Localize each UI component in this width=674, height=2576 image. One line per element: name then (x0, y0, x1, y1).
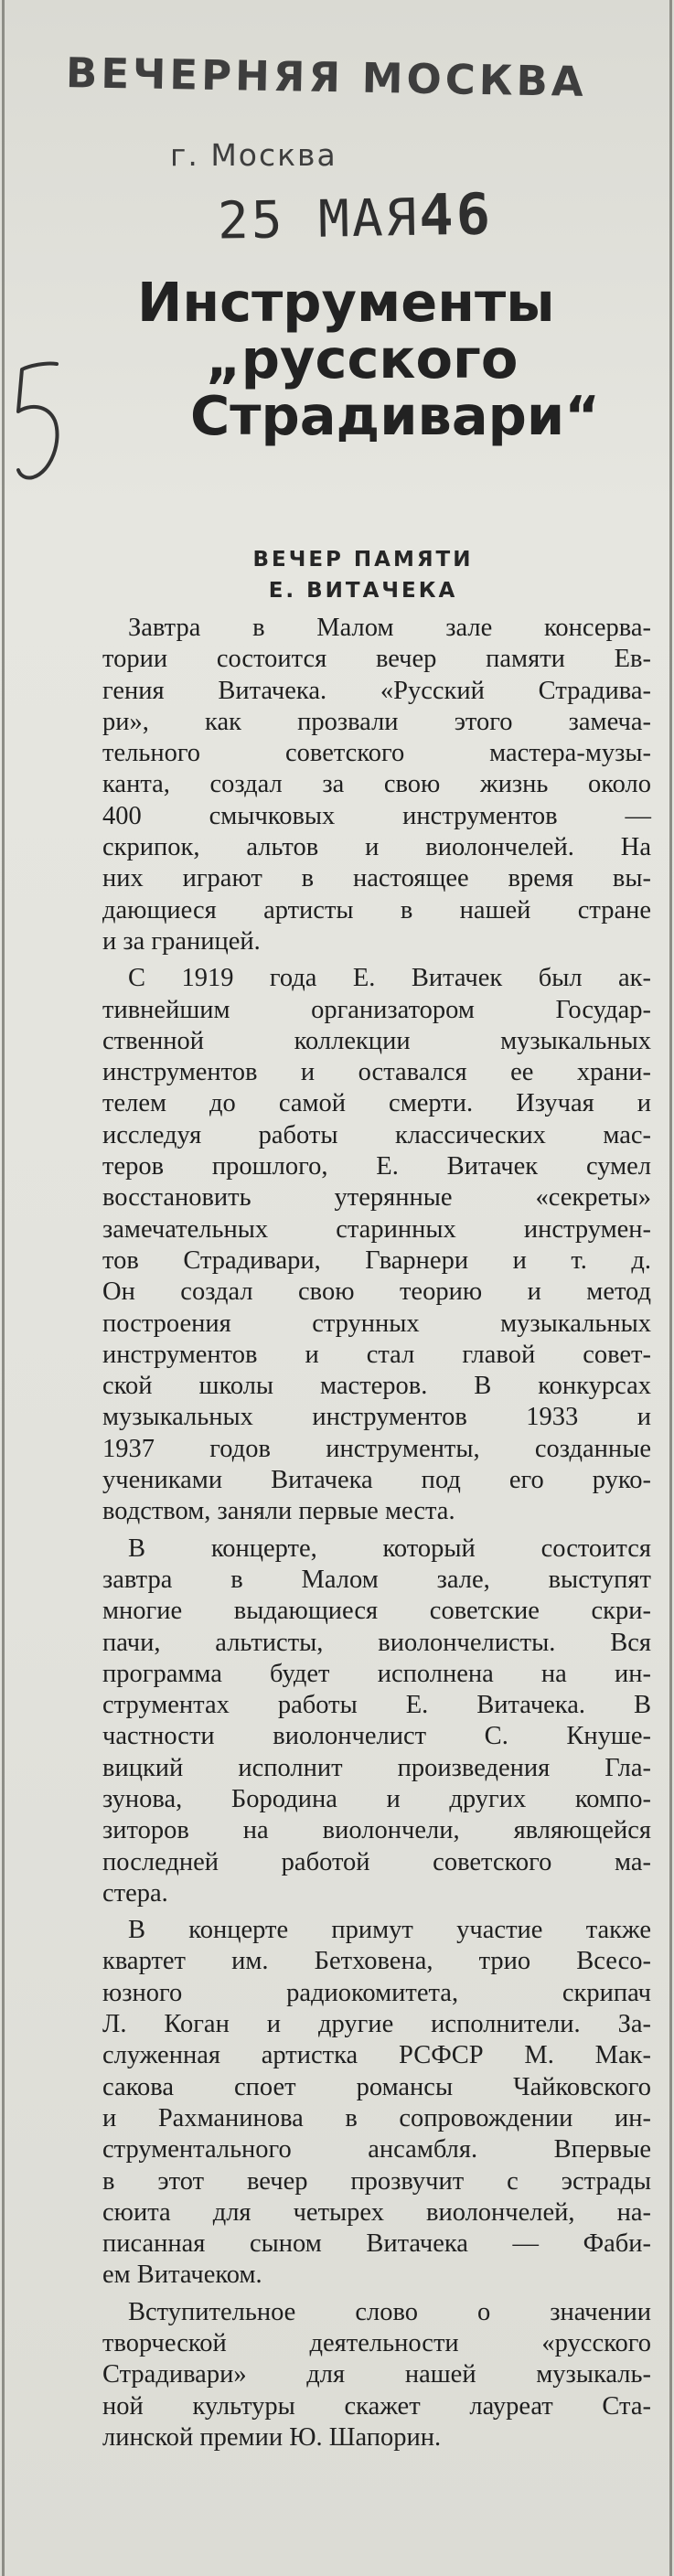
text-line: тельного советского мастера-музы- (102, 739, 651, 768)
text-line: квартет им. Бетховена, трио Всесо- (102, 1947, 651, 1976)
text-line: исследуя работы классических мас- (102, 1120, 651, 1149)
text-line: стера. (102, 1878, 168, 1908)
article-paragraph (102, 963, 651, 1527)
text-line: телем до самой смерти. Изучая и (102, 1089, 651, 1118)
text-line: творческой деятельности «русского (102, 2329, 651, 2358)
text-line: Л. Коган и другие исполнители. За- (102, 2010, 651, 2039)
text-line: юзного радиокомитета, скрипач (102, 1978, 651, 2007)
text-line: служенная артистка РСФСР М. Мак- (102, 2041, 651, 2070)
text-line: тории состоится вечер памяти Ев- (102, 645, 651, 674)
text-line: сакова споет романсы Чайковского (102, 2072, 651, 2101)
text-line: ственной коллекции музыкальных (102, 1026, 651, 1055)
text-line: замечательных старинных инструмен- (102, 1214, 651, 1244)
text-line: и Рахманинова в сопровождении ин- (102, 2103, 651, 2132)
text-line: многие выдающиеся советские скри- (102, 1597, 651, 1626)
text-line: них играют в настоящее время вы- (102, 864, 651, 893)
clipping-right-edge (669, 0, 672, 2576)
article-body (102, 613, 651, 2459)
date-day: 25 (217, 190, 286, 251)
article-paragraph (102, 613, 651, 957)
text-line: зунова, Бородина и других компо- (102, 1784, 651, 1813)
text-line: пачи, альтисты, виолончелисты. Вся (102, 1628, 651, 1657)
date-stamp (217, 180, 493, 251)
text-line: ем Витачеком. (102, 2261, 262, 2290)
text-line: тов Страдивари, Гварнери и т. д. (102, 1245, 651, 1275)
date-month: МАЯ (317, 187, 420, 250)
text-line: вицкий исполнит произведения Гла- (102, 1753, 651, 1782)
text-line: С 1919 года Е. Витачек был ак- (128, 964, 651, 993)
text-line: инструментов и оставался ее храни- (102, 1058, 651, 1087)
text-line: В концерте, который состоится (128, 1534, 651, 1563)
date-year: 46 (418, 180, 494, 249)
text-line: струментах работы Е. Витачека. В (102, 1691, 651, 1720)
text-line: учениками Витачека под его руко- (102, 1466, 651, 1495)
text-line: канта, создал за свою жизнь около (102, 770, 651, 799)
text-line: дающиеся артисты в нашей стране (102, 895, 651, 925)
text-line: Страдивари» для нашей музыкаль- (102, 2360, 651, 2389)
city-stamp: г. Москва (170, 137, 337, 173)
text-line: зиторов на виолончели, являющейся (102, 1816, 651, 1845)
subheading-line-1: ВЕЧЕР ПАМЯТИ (252, 548, 474, 572)
text-line: 400 смычковых инструментов — (102, 801, 651, 830)
text-line: Завтра в Малом зале консерва- (128, 614, 651, 642)
text-line: Вступительное слово о значении (128, 2297, 651, 2326)
text-line: В концерте примут участие также (128, 1916, 651, 1945)
text-line: частности виолончелист С. Кнуше- (102, 1722, 651, 1751)
text-line: завтра в Малом зале, выступят (102, 1565, 651, 1594)
article-paragraph (102, 1534, 651, 1910)
headline-line-2: „русского (206, 327, 519, 390)
text-line: 1937 годов инструменты, созданные (102, 1434, 651, 1463)
article-paragraph (102, 1915, 651, 2292)
text-line: в этот вечер прозвучит с эстрады (102, 2166, 651, 2196)
text-line: ной культуры скажет лауреат Ста- (102, 2391, 651, 2421)
text-line: программа будет исполнена на ин- (102, 1659, 651, 1688)
article-subheading (102, 544, 624, 606)
text-line: струментального ансамбля. Впервые (102, 2135, 651, 2164)
text-line: скрипок, альтов и виолончелей. На (102, 833, 651, 862)
text-line: водством, заняли первые места. (102, 1497, 455, 1526)
text-line: гения Витачека. «Русский Страдива- (102, 676, 651, 705)
article-headline (137, 271, 613, 447)
subheading-line-2: Е. ВИТАЧЕКА (268, 579, 458, 603)
text-line: тивнейшим организатором Государ- (102, 995, 651, 1024)
headline-line-3: Страдивари“ (190, 384, 601, 447)
clipping-left-edge (2, 0, 5, 2576)
headline-line-1: Инструменты (137, 271, 555, 334)
text-line: теров прошлого, Е. Витачек сумел (102, 1152, 651, 1181)
text-line: ри», как прозвали этого замеча- (102, 707, 651, 736)
text-line: писанная сыном Витачека — Фаби- (102, 2229, 651, 2259)
text-line: последней работой советского ма- (102, 1847, 651, 1876)
text-line: ской школы мастеров. В конкурсах (102, 1372, 651, 1401)
article-paragraph (102, 2297, 651, 2453)
handwritten-number-mark (9, 357, 73, 494)
text-line: сюита для четырех виолончелей, на- (102, 2197, 651, 2227)
text-line: инструментов и стал главой совет- (102, 1340, 651, 1369)
text-line: и за границей. (102, 926, 261, 956)
text-line: линской премии Ю. Шапорин. (102, 2422, 442, 2452)
text-line: Он создал свою теорию и метод (102, 1277, 651, 1307)
text-line: построения струнных музыкальных (102, 1309, 651, 1338)
text-line: музыкальных инструментов 1933 и (102, 1403, 651, 1432)
text-line: восстановить утерянные «секреты» (102, 1183, 651, 1213)
newspaper-name-stamp: ВЕЧЕРНЯЯ МОСКВА (65, 48, 588, 106)
